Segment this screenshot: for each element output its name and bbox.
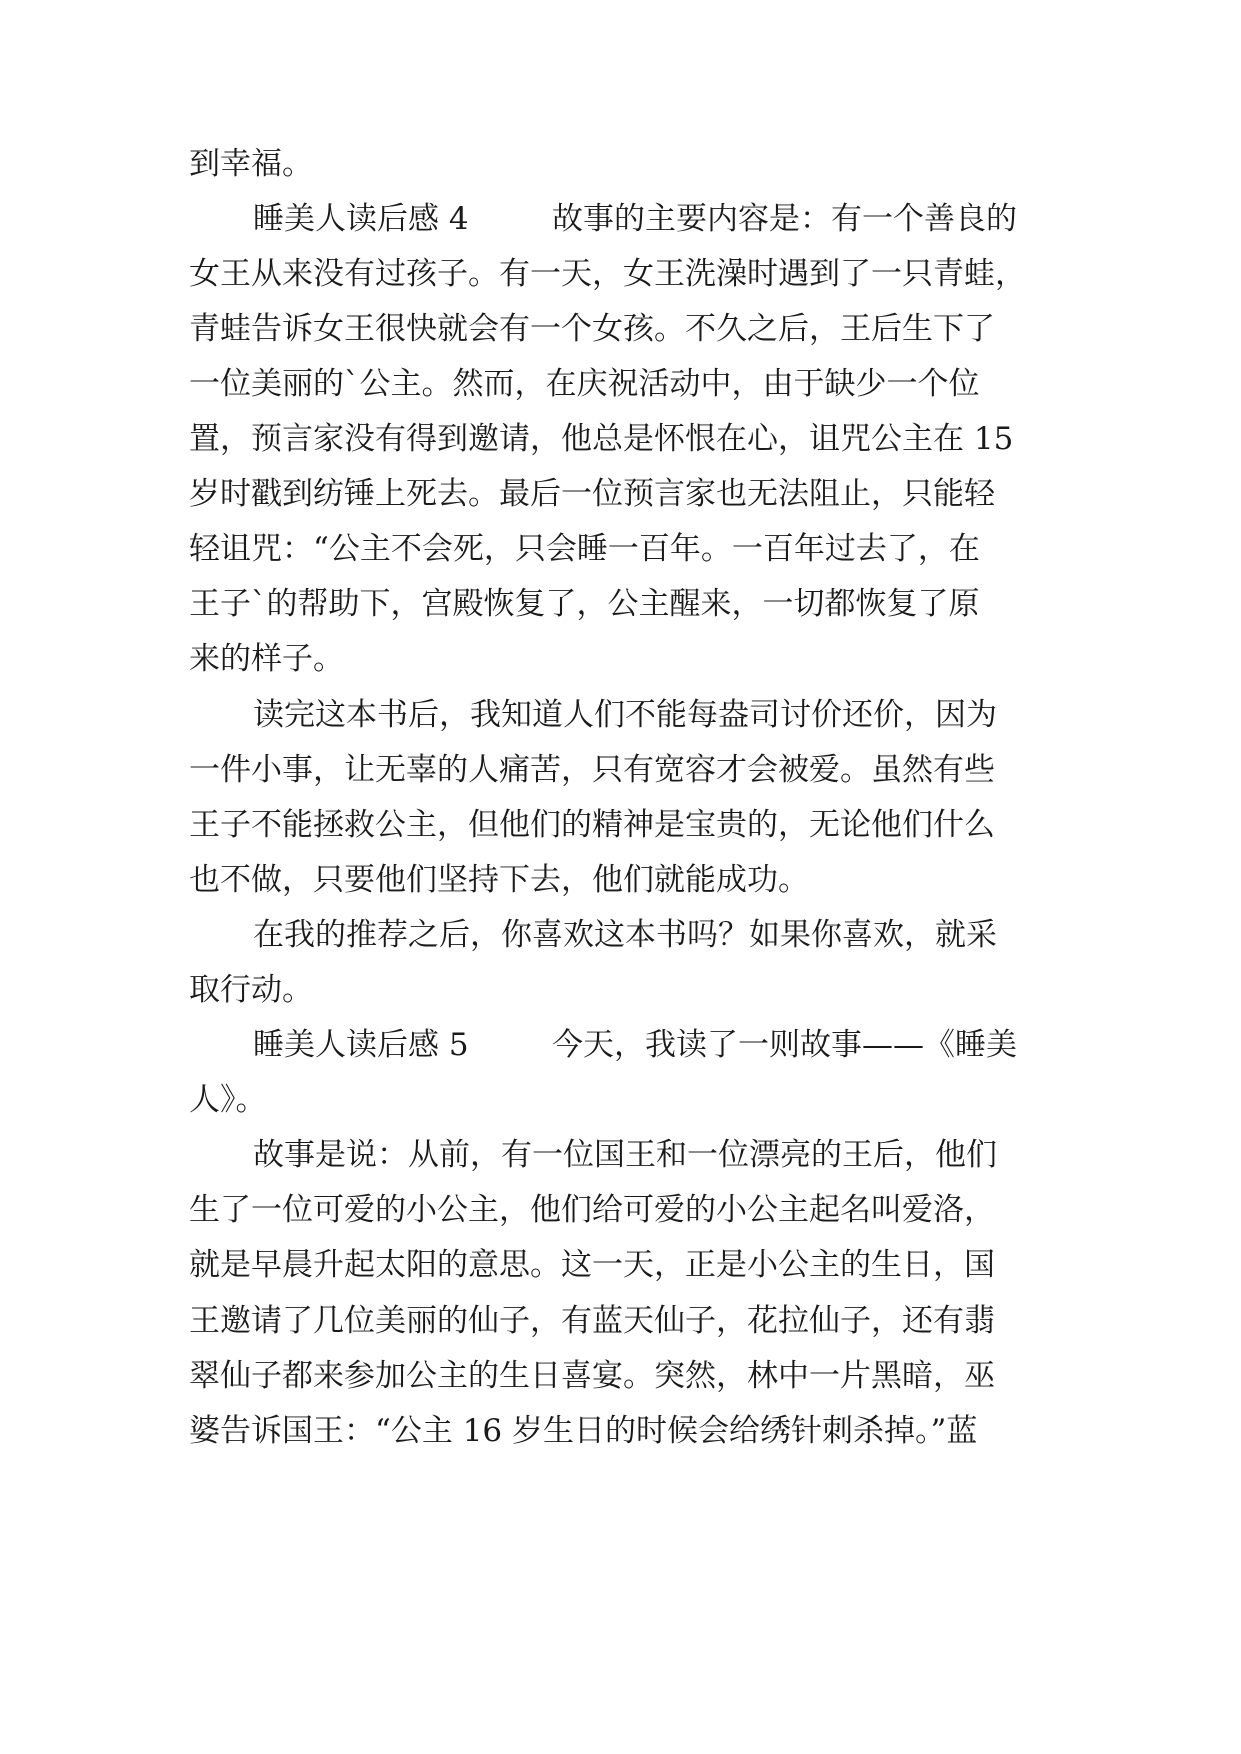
text-line bbox=[0, 300, 1241, 358]
line-text: 到幸福。 bbox=[189, 146, 313, 182]
text-line bbox=[0, 1236, 1241, 1294]
line-text: 王子`的帮助下，宫殿恢复了，公主醒来，一切都恢复了原 bbox=[189, 586, 980, 622]
line-text: 故事是说：从前，有一位国王和一位漂亮的王后，他们 bbox=[253, 1137, 997, 1173]
line-text: 翠仙子都来参加公主的生日喜宴。突然，林中一片黑暗，巫 bbox=[189, 1358, 995, 1394]
text-line bbox=[0, 630, 1241, 688]
text-line bbox=[0, 575, 1241, 633]
line-text: 故事的主要内容是：有一个善良的 bbox=[552, 201, 1017, 237]
section-heading-line bbox=[0, 190, 1241, 248]
text-line bbox=[0, 1347, 1241, 1405]
line-text: 读完这本书后，我知道人们不能每盎司讨价还价，因为 bbox=[253, 697, 997, 733]
line-text: 来的样子。 bbox=[189, 641, 344, 677]
text-line bbox=[0, 1292, 1241, 1350]
text-line bbox=[0, 1402, 1241, 1460]
line-text: 也不做，只要他们坚持下去，他们就能成功。 bbox=[189, 862, 809, 898]
line-text: 取行动。 bbox=[189, 972, 313, 1008]
text-line bbox=[0, 851, 1241, 909]
text-line bbox=[0, 1126, 1241, 1184]
line-text: 一位美丽的`公主。然而，在庆祝活动中，由于缺少一个位 bbox=[189, 366, 980, 402]
line-text: 就是早晨升起太阳的意思。这一天，正是小公主的生日，国 bbox=[189, 1247, 995, 1283]
text-line bbox=[0, 686, 1241, 744]
text-line bbox=[0, 520, 1241, 578]
line-text: 婆告诉国王：“公主 16 岁生日的时候会给绣针刺杀掉。”蓝 bbox=[189, 1413, 978, 1449]
text-line bbox=[0, 741, 1241, 799]
text-line bbox=[0, 465, 1241, 523]
line-text: 生了一位可爱的小公主，他们给可爱的小公主起名叫爱洛， bbox=[189, 1192, 995, 1228]
line-text: 置，预言家没有得到邀请，他总是怀恨在心，诅咒公主在 15 bbox=[189, 421, 1014, 457]
section-heading-line bbox=[0, 1016, 1241, 1074]
text-line bbox=[0, 355, 1241, 413]
text-line bbox=[0, 961, 1241, 1019]
text-line bbox=[0, 1181, 1241, 1239]
line-text: 青蛙告诉女王很快就会有一个女孩。不久之后，王后生下了 bbox=[189, 311, 995, 347]
text-line bbox=[0, 1071, 1241, 1129]
text-line bbox=[0, 245, 1241, 303]
text-line bbox=[0, 135, 1241, 193]
section-heading: 睡美人读后感 5 bbox=[253, 1027, 469, 1063]
text-line bbox=[0, 906, 1241, 964]
line-text: 女王从来没有过孩子。有一天，女王洗澡时遇到了一只青蛙， bbox=[189, 256, 1026, 292]
line-text: 轻诅咒：“公主不会死，只会睡一百年。一百年过去了，在 bbox=[189, 531, 980, 567]
text-line bbox=[0, 410, 1241, 468]
section-heading: 睡美人读后感 4 bbox=[253, 201, 469, 237]
line-text: 今天，我读了一则故事——《睡美 bbox=[552, 1027, 1017, 1063]
text-line bbox=[0, 796, 1241, 854]
line-text: 岁时戳到纺锤上死去。最后一位预言家也无法阻止，只能轻 bbox=[189, 476, 995, 512]
line-text: 王子不能拯救公主，但他们的精神是宝贵的，无论他们什么 bbox=[189, 807, 995, 843]
line-text: 一件小事，让无辜的人痛苦，只有宽容才会被爱。虽然有些 bbox=[189, 752, 995, 788]
line-text: 在我的推荐之后，你喜欢这本书吗？如果你喜欢，就采 bbox=[253, 917, 997, 953]
line-text: 人》。 bbox=[189, 1082, 267, 1118]
line-text: 王邀请了几位美丽的仙子，有蓝天仙子，花拉仙子，还有翡 bbox=[189, 1303, 995, 1339]
